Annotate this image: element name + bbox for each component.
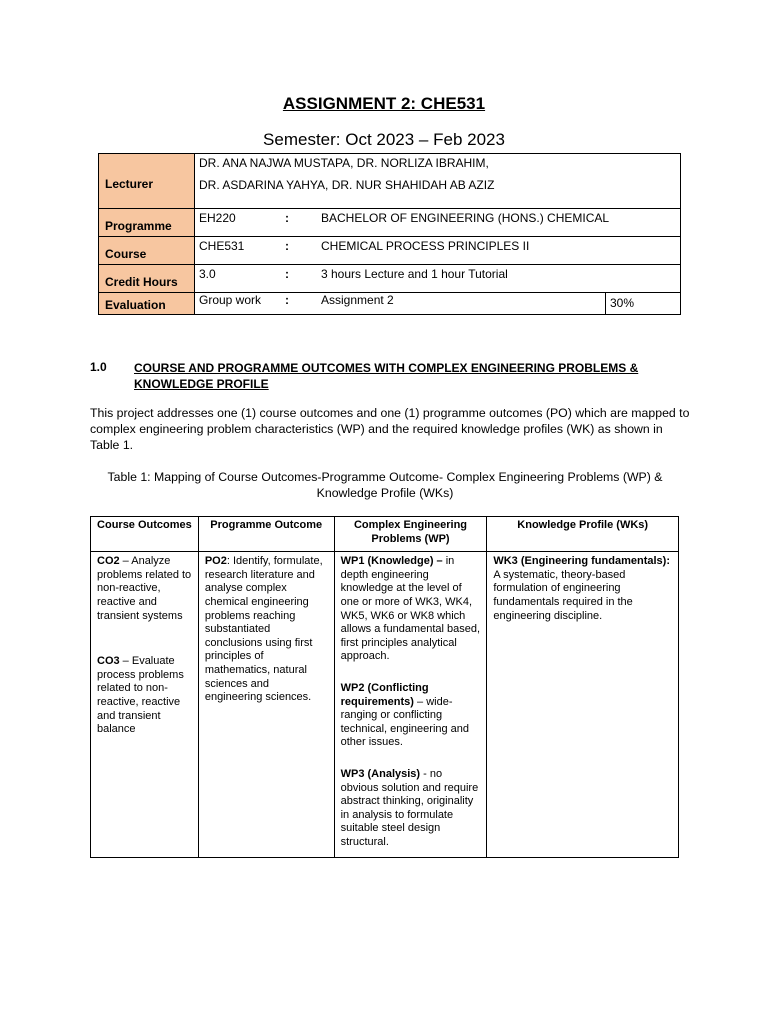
co3-entry <box>97 655 192 737</box>
programme-name: BACHELOR OF ENGINEERING (HONS.) CHEMICAL <box>321 211 610 225</box>
colon: : <box>285 239 289 253</box>
co2-text: – Analyze problems related to non-reactive, reactive and transient systems <box>97 555 192 622</box>
po2-entry <box>205 555 328 705</box>
colon: : <box>285 267 289 281</box>
wp1-label: WP1 (Knowledge) – <box>340 555 443 568</box>
wp3-label: WP3 (Analysis) <box>340 767 421 780</box>
co2-entry <box>97 555 192 623</box>
wk3-label: WK3 (Engineering fundamentals): <box>493 555 670 568</box>
wp3-entry <box>341 768 481 850</box>
assignment-title: ASSIGNMENT 2: CHE531 <box>282 94 486 113</box>
evaluation-type: Group work <box>199 293 262 307</box>
header-knowledge-profile: Knowledge Profile (WKs) <box>487 517 679 552</box>
credit-hours-label: Credit Hours <box>99 265 195 293</box>
evaluation-value <box>195 293 606 315</box>
wp2-label: WP2 (Conflicting requirements) <box>340 681 429 708</box>
co3-label: CO3 <box>97 655 120 668</box>
semester-line: Semester: Oct 2023 – Feb 2023 <box>263 130 505 149</box>
section-heading <box>90 360 680 392</box>
programme-code: EH220 <box>199 211 236 225</box>
course-code: CHE531 <box>199 239 245 253</box>
lecturer-line-1: DR. ANA NAJWA MUSTAPA, DR. NORLIZA IBRAHIM, <box>199 156 489 170</box>
wp2-entry <box>341 682 481 750</box>
header-programme-outcome: Programme Outcome <box>198 517 334 552</box>
wp2-text: – wide-ranging or conflicting technical, engineering and other issues. <box>340 695 470 749</box>
po2-text: : Identify, formulate, research literature and analyse complex chemical engineering problems reaching substantiated conclusions using first principles of mathematics, natural sciences and engineering sciences. <box>204 555 323 704</box>
colon: : <box>285 293 289 307</box>
evaluation-weight: 30% <box>606 293 681 315</box>
mapping-table <box>90 516 679 858</box>
course-value <box>195 237 681 265</box>
wp1-entry <box>341 555 481 664</box>
co2-label: CO2 <box>97 555 120 568</box>
programme-value <box>195 209 681 237</box>
course-label: Course <box>99 237 195 265</box>
knowledge-profile-cell <box>487 552 679 858</box>
course-info-table <box>98 153 681 315</box>
credit-value: 3.0 <box>199 267 216 281</box>
evaluation-item: Assignment 2 <box>321 293 394 307</box>
course-name: CHEMICAL PROCESS PRINCIPLES II <box>321 239 530 253</box>
lecturer-label: Lecturer <box>99 154 195 209</box>
course-outcomes-cell <box>91 552 199 858</box>
wp3-text: - no obvious solution and require abstract thinking, originality in analysis to formulate suitable steel design structural. <box>340 767 479 848</box>
intro-paragraph: This project addresses one (1) course outcomes and one (1) programme outcomes (PO) which are mapped to complex engineering problem characteristics (WP) and the required knowledge profiles (WK) as shown in Table 1. <box>90 406 690 452</box>
programme-outcome-cell <box>198 552 334 858</box>
lecturer-value <box>195 154 681 209</box>
section-number: 1.0 <box>90 360 107 374</box>
credit-hours-value <box>195 265 681 293</box>
header-course-outcomes: Course Outcomes <box>91 517 199 552</box>
wk3-text: A systematic, theory-based formulation of engineering fundamentals required in the engineering discipline. <box>493 568 633 622</box>
section-title: COURSE AND PROGRAMME OUTCOMES WITH COMPLEX ENGINEERING PROBLEMS & KNOWLEDGE PROFILE <box>134 361 639 391</box>
programme-label: Programme <box>99 209 195 237</box>
lecturer-line-2: DR. ASDARINA YAHYA, DR. NUR SHAHIDAH AB AZIZ <box>199 178 495 192</box>
wk3-entry <box>493 555 672 623</box>
po2-label: PO2 <box>204 555 227 568</box>
table-caption: Table 1: Mapping of Course Outcomes-Programme Outcome- Complex Engineering Problems (WP) & Knowledge Profile (WKs) <box>107 470 663 500</box>
colon: : <box>285 211 289 225</box>
co3-text: – Evaluate process problems related to non-reactive, reactive and transient balance <box>97 655 184 736</box>
evaluation-label: Evaluation <box>99 293 195 315</box>
credit-description: 3 hours Lecture and 1 hour Tutorial <box>321 267 508 281</box>
header-complex-problems: Complex Engineering Problems (WP) <box>334 517 487 552</box>
wp1-text: in depth engineering knowledge at the level of one or more of WK3, WK4, WK5, WK6 or WK8 which allows a fundamental based, first principles analytical approach. <box>340 555 481 663</box>
complex-problems-cell <box>334 552 487 858</box>
